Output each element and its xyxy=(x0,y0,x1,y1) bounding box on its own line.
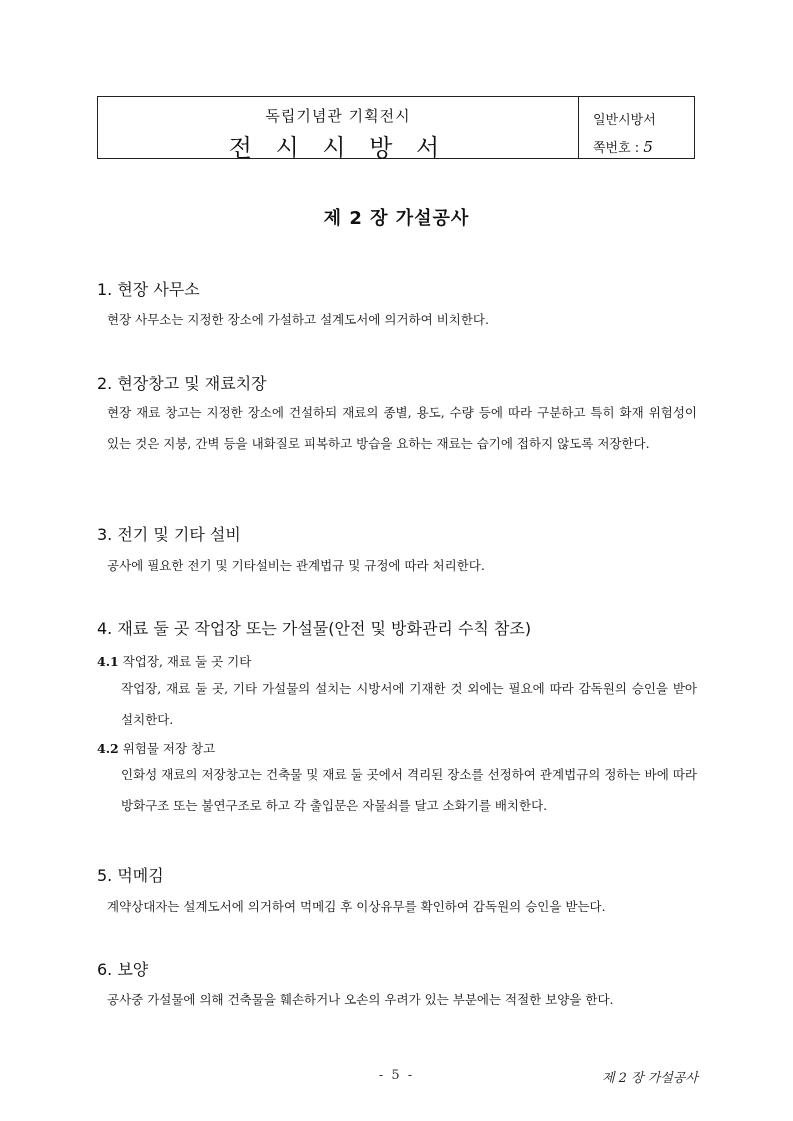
section-text: 공사중 가설물에 의해 건축물을 훼손하거나 오손의 우려가 있는 부분에는 적절한 보양을 한다. xyxy=(107,992,614,1007)
section-text: 현장 사무소는 지정한 장소에 가설하고 설계도서에 의거하여 비치한다. xyxy=(107,312,489,327)
section-heading: 1. 현장 사무소 xyxy=(97,280,200,299)
subsection-text: 인화성 재료의 저장창고는 건축물 및 재료 둘 곳에서 격리된 장소를 선정하여 관계법규의 정하는 바에 따라 방화구조 또는 불연구조로 하고 각 출입문은 자물쇠를 달고 소화기를 배치한다. xyxy=(121,767,697,813)
page-number-value: 5 xyxy=(643,138,653,156)
section-heading: 6. 보양 xyxy=(97,960,149,979)
subsection-title: 작업장, 재료 둘 곳 기타 xyxy=(118,654,252,669)
header-info-cell xyxy=(579,97,694,158)
subsection-title: 위험물 저장 창고 xyxy=(118,741,216,756)
section-heading: 2. 현장창고 및 재료치장 xyxy=(97,374,267,393)
section-text: 계약상대자는 설계도서에 의거하여 먹메김 후 이상유무를 확인하여 감독원의 승인을 받는다. xyxy=(107,899,606,914)
page-number-label: 쪽번호 : xyxy=(593,141,644,156)
section-heading: 3. 전기 및 기타 설비 xyxy=(97,525,241,544)
subsection-number: 4.1 xyxy=(97,654,119,669)
doc-type: 일반시방서 xyxy=(593,113,656,128)
section-heading: 4. 재료 둘 곳 작업장 또는 가설물(안전 및 방화관리 수칙 참조) xyxy=(97,619,532,638)
subsection-text: 작업장, 재료 둘 곳, 기타 가설물의 설치는 시방서에 기재한 것 외에는 필요에 따라 감독원의 승인을 받아 설치한다. xyxy=(121,681,697,727)
document-header xyxy=(97,96,695,162)
footer-chapter-label: 제 2 장 가설공사 xyxy=(601,1071,698,1086)
section-text: 현장 재료 창고는 지정한 장소에 건설하되 재료의 종별, 용도, 수량 등에 따라 구분하고 특히 화재 위험성이 있는 것은 지붕, 간벽 등을 내화질로 피복하고 방습을 요하는 재료는 습기에 접하지 않도록 저장한다. xyxy=(107,405,697,451)
header-subtitle: 독립기념관 기획전시 xyxy=(265,107,411,125)
section-heading: 5. 먹메김 xyxy=(97,866,164,885)
subsection-number: 4.2 xyxy=(97,741,119,756)
chapter-title: 제 2 장 가설공사 xyxy=(323,208,470,229)
footer-page-number: - 5 - xyxy=(378,1068,415,1083)
subsection-heading xyxy=(97,739,215,757)
header-title: 전 시 시 방 서 xyxy=(228,134,448,162)
subsection-heading xyxy=(97,652,251,670)
page-number-field xyxy=(593,137,694,156)
header-title-cell xyxy=(98,97,579,162)
section-text: 공사에 필요한 전기 및 기타설비는 관계법규 및 규정에 따라 처리한다. xyxy=(107,558,485,573)
